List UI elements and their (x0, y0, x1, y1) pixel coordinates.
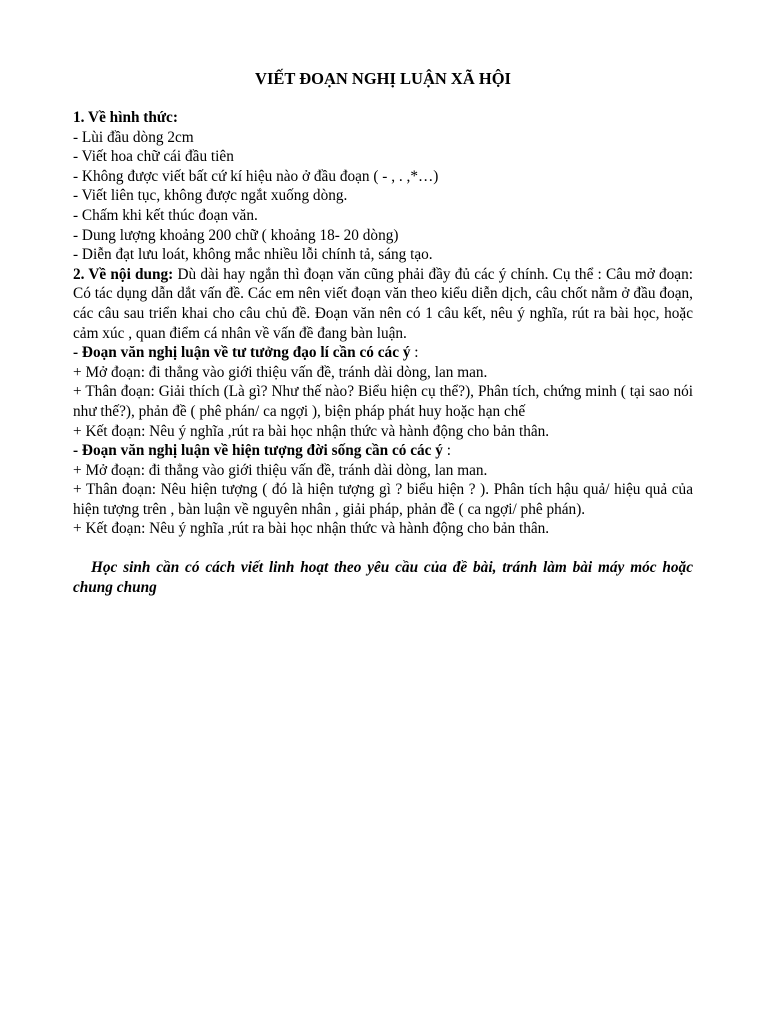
form-item: - Không được viết bất cứ kí hiệu nào ở đầu đoạn ( - , . ,*…) (73, 167, 439, 185)
form-item: - Viết hoa chữ cái đầu tiên (73, 148, 234, 166)
ethics-heading: - Đoạn văn nghị luận về tư tưởng đạo lí cần có các ý (73, 344, 411, 362)
ethics-heading-suffix: : (410, 344, 419, 362)
content-paragraph (73, 265, 693, 343)
form-item: - Lùi đầu dòng 2cm (73, 128, 194, 146)
ethics-body: + Thân đoạn: Giải thích (Là gì? Như thế nào? Biểu hiện cụ thể?), Phân tích, chứng minh ( tại sao nói như thế?), phản đề ( phê phán/ ca ngợi ), biện pháp phát huy hoặc hạn chế (73, 383, 693, 420)
phenomenon-heading-line (73, 441, 693, 461)
phenomenon-close: + Kết đoạn: Nêu ý nghĩa ,rút ra bài học nhận thức và hành động cho bản thân. (73, 520, 550, 538)
ethics-close: + Kết đoạn: Nêu ý nghĩa ,rút ra bài học nhận thức và hành động cho bản thân. (73, 422, 550, 440)
phenomenon-heading-suffix: : (442, 442, 452, 460)
form-item: - Chấm khi kết thúc đoạn văn. (73, 206, 258, 224)
document-page (73, 68, 693, 613)
ethics-heading-line (73, 343, 693, 363)
phenomenon-open: + Mở đoạn: đi thẳng vào giới thiệu vấn đề, tránh dài dòng, lan man. (73, 461, 488, 479)
content-heading: 2. Về nội dung: (73, 265, 174, 283)
form-item: - Diễn đạt lưu loát, không mắc nhiều lỗi chính tả, sáng tạo. (73, 246, 433, 264)
form-item: - Viết liên tục, không được ngắt xuống dòng. (73, 187, 348, 205)
form-heading: 1. Về hình thức: (73, 109, 178, 126)
content-text: Dù dài hay ngắn thì đoạn văn cũng phải đầy đủ các ý chính. Cụ thể : Câu mở đoạn: Có tác dụng dẫn dắt vấn đề. Các em nên viết đoạn văn theo kiểu diễn dịch, câu chốt nằm ở đầu đoạn, các câu sau triển khai cho câu chủ đề. Đoạn văn nên có 1 câu kết, nêu ý nghĩa, rút ra bài học, hoặc cảm xúc , quan điểm cá nhân về vấn đề đang bàn luận. (73, 265, 693, 342)
ethics-open: + Mở đoạn: đi thẳng vào giới thiệu vấn đề, tránh dài dòng, lan man. (73, 363, 488, 381)
phenomenon-body: + Thân đoạn: Nêu hiện tượng ( đó là hiện tượng gì ? biểu hiện ? ). Phân tích hậu quả/ hiệu quả của hiện tượng trên , bàn luận về nguyên nhân , giải pháp, phản đề ( ca ngợi/ phê phán). (73, 481, 693, 518)
phenomenon-heading: - Đoạn văn nghị luận về hiện tượng đời sống cần có các ý (73, 442, 443, 460)
form-item: - Dung lượng khoảng 200 chữ ( khoảng 18- 20 dòng) (73, 226, 399, 244)
closing-note: Học sinh cần có cách viết linh hoạt theo yêu cầu của đề bài, tránh làm bài máy móc hoặc chung chung (73, 559, 693, 596)
document-title: VIẾT ĐOẠN NGHỊ LUẬN XÃ HỘI (255, 69, 511, 88)
